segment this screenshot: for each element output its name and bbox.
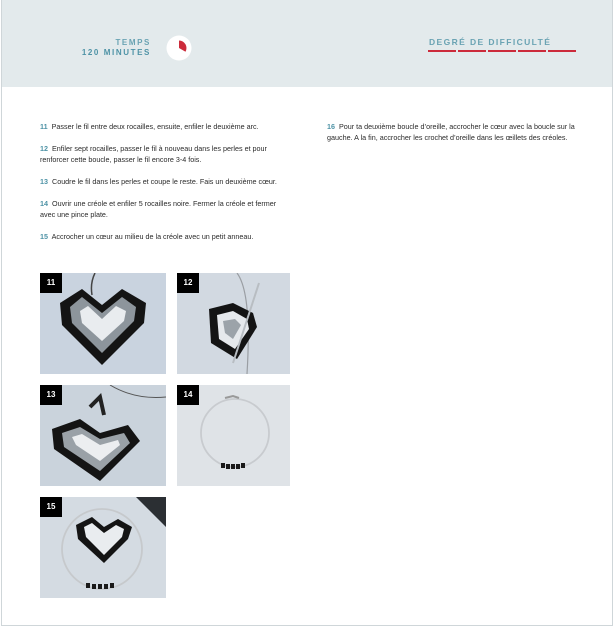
step-15 — [40, 231, 285, 242]
photo-number: 11 — [40, 273, 62, 293]
difficulty-label: DEGRÉ DE DIFFICULTÉ — [429, 37, 552, 47]
step-number: 15 — [40, 232, 48, 241]
photo-number: 14 — [177, 385, 199, 405]
time-value: 120 MINUTES — [81, 48, 151, 57]
difficulty-bar — [428, 50, 456, 52]
step-11 — [40, 121, 285, 132]
clock-icon — [166, 35, 192, 61]
steps-left-column — [40, 121, 285, 253]
photo-step-13 — [40, 385, 166, 486]
step-text: Ouvrir une créole et enfiler 5 rocailles noire. Fermer la créole et fermer avec une pince plate. — [40, 199, 277, 219]
step-number: 14 — [40, 199, 48, 208]
steps-right-column — [327, 121, 577, 154]
photo-step-12 — [177, 273, 290, 374]
time-info — [82, 38, 151, 58]
photo-number: 12 — [177, 273, 199, 293]
step-number: 13 — [40, 177, 48, 186]
step-number: 12 — [40, 144, 48, 153]
photo-number: 15 — [40, 497, 62, 517]
time-label: TEMPS — [115, 38, 151, 47]
photo-step-14 — [177, 385, 290, 486]
step-number: 11 — [40, 122, 48, 131]
step-text: Passer le fil entre deux rocailles, ensuite, enfiler le deuxième arc. — [51, 122, 259, 131]
step-16 — [327, 121, 577, 143]
difficulty-bar — [488, 50, 516, 52]
page-header — [2, 0, 613, 87]
step-text: Enfiler sept rocailles, passer le fil à nouveau dans les perles et pour renforcer cette boucle, passer le fil encore 3-4 fois. — [40, 144, 267, 164]
difficulty-bar — [548, 50, 576, 52]
difficulty-bar — [458, 50, 486, 52]
step-13 — [40, 176, 285, 187]
step-14 — [40, 198, 285, 220]
difficulty-rating — [428, 50, 576, 52]
difficulty-bar — [518, 50, 546, 52]
step-text: Pour ta deuxième boucle d’oreille, accrocher le cœur avec la boucle sur la gauche. A la fin, accrocher les crochet d’oreille dans les œillets des créoles. — [327, 122, 575, 142]
photo-step-15 — [40, 497, 166, 598]
photo-step-11 — [40, 273, 166, 374]
step-text: Coudre le fil dans les perles et coupe le reste. Fais un deuxième cœur. — [52, 177, 277, 186]
step-number: 16 — [327, 122, 335, 131]
step-text: Accrocher un cœur au milieu de la créole avec un petit anneau. — [51, 232, 254, 241]
step-12 — [40, 143, 285, 165]
photo-number: 13 — [40, 385, 62, 405]
